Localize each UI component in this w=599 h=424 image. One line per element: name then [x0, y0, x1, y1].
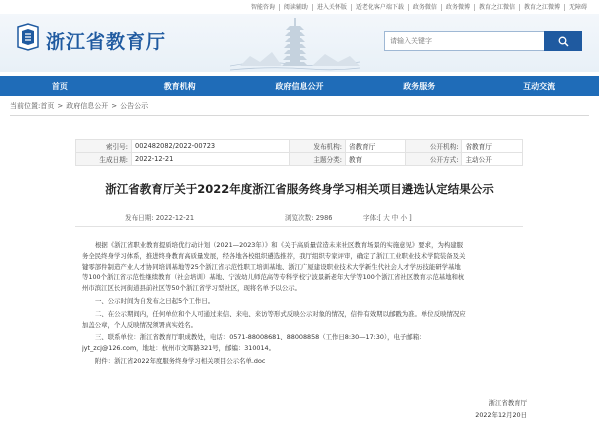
info-value-disclosure-method: 主动公开: [462, 153, 523, 166]
site-header: [0, 14, 599, 72]
breadcrumb: [10, 100, 148, 112]
info-value-disclosure-org: 省教育厅: [462, 140, 523, 153]
divider: [10, 115, 589, 116]
info-key-index: 索引号:: [76, 140, 132, 153]
site-title[interactable]: 浙江省教育厅: [46, 31, 167, 53]
search-box: [384, 31, 584, 51]
nav-item-info-disclosure[interactable]: 政府信息公开: [275, 81, 324, 91]
publish-date: 发布日期: 2022-12-21: [125, 214, 195, 222]
info-key-topic: 主题分类:: [289, 153, 345, 166]
utility-link-smart-consult[interactable]: 智能咨询: [250, 3, 275, 11]
nav-item-home[interactable]: 首页: [51, 81, 68, 91]
table-row: [76, 140, 523, 153]
table-row: [76, 153, 523, 166]
utility-link-gov-wechat[interactable]: 政务微信: [408, 4, 441, 11]
main-nav: [0, 76, 599, 96]
paragraph: 根据《浙江省职业教育提质培优行动计划（2021—2023年）》和《关于高质量营造未来社区教育场景的实施意见》要求，为构建服: [95, 241, 464, 249]
utility-link-gov-weibo[interactable]: 政务微博: [441, 4, 474, 11]
paragraph: 州市滨江区长河街道县前社区等50个浙江省学习型社区，现将名单予以公示。: [82, 284, 302, 293]
info-value-date: 2022-12-21: [132, 153, 290, 166]
utility-link-care-mode[interactable]: 进入关怀版: [312, 4, 351, 11]
breadcrumb-prefix: 当前位置:: [10, 102, 41, 110]
paragraph: 务全民终身学习体系，推进终身教育高质量发展，经各地各校组织遴选推荐，我厅组织专家评审，确定了浙江工业职业技术学院装备及关: [82, 251, 466, 260]
site-logo-icon[interactable]: [16, 23, 40, 51]
utility-bar: [0, 0, 599, 14]
breadcrumb-item-announcements[interactable]: 公告公示: [120, 102, 149, 110]
info-key-publisher: 发布机构:: [289, 140, 345, 153]
breadcrumb-item-info-disclosure[interactable]: 政府信息公开: [66, 102, 109, 110]
paragraph: 键零部件制造产业人才协同培训基地等25个浙江省示范性职工培训基地、浙江广厦建设职业技术大学新生代社会人才学历技能研学基地: [82, 262, 461, 271]
breadcrumb-separator: >: [111, 102, 118, 110]
breadcrumb-separator: >: [57, 102, 64, 110]
info-value-index: 002482082/2022-00723: [132, 140, 290, 153]
info-key-disclosure-org: 公开机构:: [406, 140, 462, 153]
utility-link-accessibility[interactable]: 无障碍: [564, 4, 591, 11]
article-title: 浙江省教育厅关于2022年度浙江省服务终身学习相关项目遴选认定结果公示: [105, 182, 494, 196]
nav-item-institutions[interactable]: 教育机构: [163, 81, 196, 91]
paragraph: 等100个浙江省示范性继续教育（社会培训）基地、宁波幼儿师范高等专科学校宁波景新老年大学等100个浙江省社区教育示范基地和杭: [82, 273, 465, 282]
paragraph: 一、公示时间为自发布之日起5个工作日。: [95, 296, 215, 305]
search-input[interactable]: [384, 31, 544, 51]
view-count: 浏览次数: 2986: [285, 214, 333, 222]
utility-link-edu-weibo[interactable]: 教育之江微博: [519, 4, 564, 11]
breadcrumb-item-home[interactable]: 首页: [40, 102, 55, 110]
info-key-date: 生成日期:: [76, 153, 132, 166]
article-meta: [125, 212, 475, 224]
nav-item-gov-services[interactable]: 政务服务: [403, 81, 436, 91]
info-value-publisher: 省教育厅: [345, 140, 406, 153]
utility-link-reading-aid[interactable]: 阅读辅助: [279, 4, 312, 11]
info-key-disclosure-method: 公开方式:: [406, 153, 462, 166]
search-button[interactable]: [544, 31, 582, 51]
info-value-topic: 教育: [345, 153, 406, 166]
font-size-switcher[interactable]: 字体:[ 大 中 小 ]: [363, 214, 412, 222]
paragraph: 加盖公章，个人反映情况须署真实姓名。: [82, 320, 198, 329]
nav-item-interaction[interactable]: 互动交流: [523, 81, 556, 91]
attachment-link[interactable]: 附件：浙江省2022年度服务终身学习相关项目公示名单.doc: [95, 356, 266, 365]
search-icon: [558, 36, 569, 47]
paragraph: jyt_zcj@126.com，地址：杭州市文晖路321号，邮编：310014。: [82, 344, 276, 353]
utility-link-edu-wechat[interactable]: 教育之江微信: [474, 4, 519, 11]
signature-org: 浙江省教育厅: [488, 399, 527, 407]
document-info-table: [75, 139, 523, 166]
divider: [75, 226, 523, 227]
signature-date: 2022年12月20日: [475, 411, 527, 419]
paragraph: 三、联系单位：浙江省教育厅职成教处，电话：0571-88008681、88008858（工作日8:30—17:30），电子邮箱：: [95, 333, 426, 342]
utility-link-elderly-client[interactable]: 适老化客户端下载: [351, 4, 408, 11]
pagoda-banner-image: [230, 16, 360, 72]
paragraph: 二、在公示期间内，任何单位和个人可通过来信、来电、来访等形式反映公示对象的情况，信件有效期以邮戳为准。单位反映情况应: [95, 309, 466, 318]
article-body: [82, 240, 520, 367]
